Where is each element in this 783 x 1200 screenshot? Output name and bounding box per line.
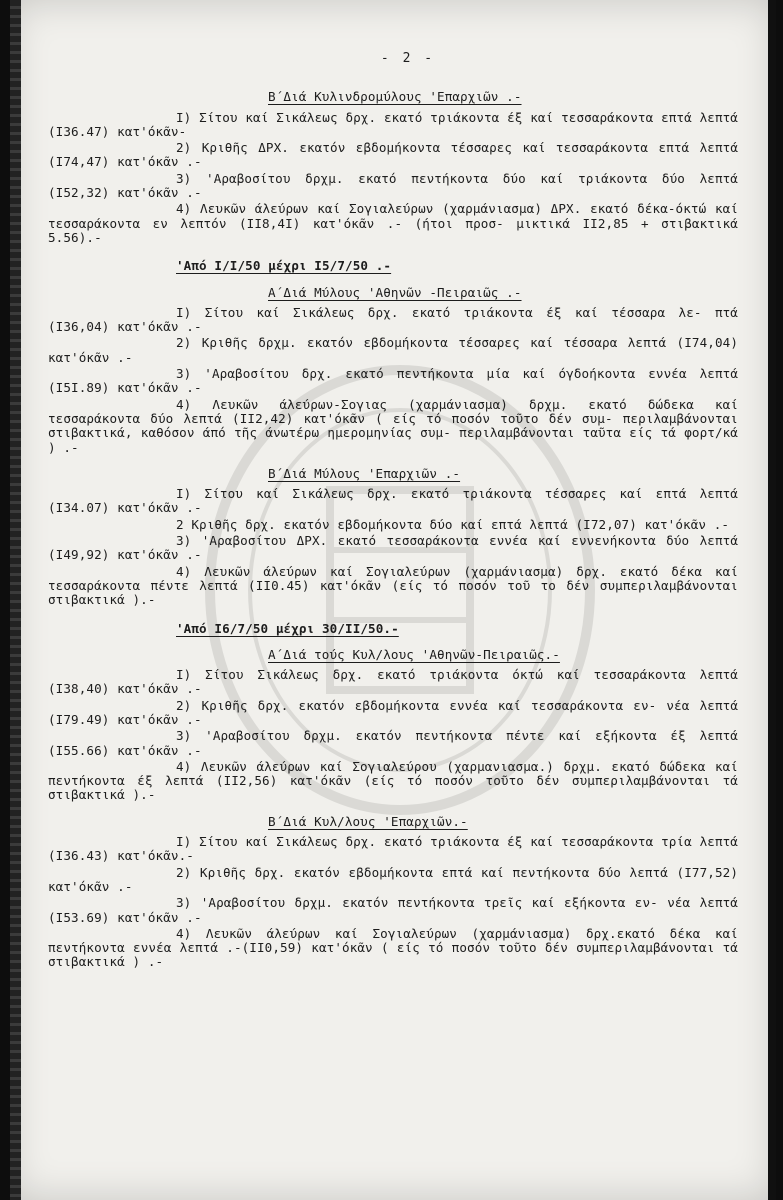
price-item: Ι) Σίτου καί Σικάλεως δρχ. εκατό τριάκοντα έξ καί τεσσαράκοντα τρία λεπτά (Ι36.43) κατ'όκᾶν.- [48,834,738,864]
document-body [48,52,738,972]
price-item: 3) 'Αραβοσίτου ΔΡΧ. εκατό τεσσαράκοντα εννέα καί εννενήκοντα δύο λεπτά (Ι49,92) κατ'όκᾶν .- [48,533,738,563]
price-item: Ι) Σίτου καί Σικάλεως δρχ. εκατό τριάκοντα έξ καί τεσσαράκοντα επτά λεπτά (Ι36.47) κατ'όκᾶν- [48,109,738,139]
price-item: 4) Λευκῶν άλεύρων-Σογιας (χαρμάνιασμα) δρχμ. εκατό δώδεκα καί τεσσαράκοντα δύο λεπτά (ΙΙ2,42) κατ'όκᾶν ( είς τό ποσόν τοῦτο δέν συμ- περιλαμβάνονται στιβακτικά, καθόσον άπό τῆς άνωτέρω ημερομηνίας συμ- περιλαμβάνονται ταῦτα είς τά φορτ/κά ) .- [48,396,738,455]
price-item: Ι) Σίτου καί Σικάλεως δρχ. εκατό τριάκοντα τέσσαρες καί επτά λεπτά (Ι34.07) κατ'όκᾶν .- [48,486,738,516]
section-heading: Α΄Διά Μύλους 'Αθηνῶν -Πειραιῶς .- [268,284,522,300]
price-item: 2 Κριθῆς δρχ. εκατόν εβδομήκοντα δύο καί επτά λεπτά (Ι72,07) κατ'όκᾶν .- [176,516,730,532]
price-item: 4) Λευκῶν άλεύρων καί Σογιαλεύρων (χαρμάνιασμα) δρχ.εκατό δέκα καί πεντήκοντα εννέα λεπτά .-(ΙΙ0,59) κατ'όκᾶν ( είς τό ποσόν τοῦτο δέν συμπεριλαμβάνονται τά στιβακτικά ) .- [48,925,738,970]
price-item: 4) Λευκῶν άλεύρων καί Σογιαλεύρου (χαρμανιασμα.) δρχμ. εκατό δώδεκα καί πεντήκοντα έξ λεπτά (ΙΙ2,56) κατ'όκᾶν (είς τό ποσόν τοῦτο δέν συμπεριλαμβάνονται τά στιβακτικά ).- [48,758,738,803]
section-heading: Β΄Διά Μύλους 'Επαρχιῶν .- [268,465,461,481]
period-heading: 'Από Ι6/7/50 μέχρι 30/ΙΙ/50.- [176,620,399,636]
price-item: 2) Κριθῆς δρχμ. εκατόν εβδομήκοντα τέσσαρες καί τέσσαρα λεπτά (Ι74,04) κατ'όκᾶν .- [48,335,738,365]
price-item: 3) 'Αραβοσίτου δρχμ. εκατόν πεντήκοντα τρεῖς καί εξήκοντα εν- νέα λεπτά (Ι53.69) κατ'όκᾶν .- [48,895,738,925]
price-item: 3) 'Αραβοσίτου δρχ. εκατό πεντήκοντα μία καί όγδοήκοντα εννέα λεπτά (Ι5Ι.89) κατ'όκᾶν .- [48,366,738,396]
price-item: Ι) Σίτου Σικάλεως δρχ. εκατό τριάκοντα όκτώ καί τεσσαράκοντα λεπτά (Ι38,40) κατ'όκᾶν .- [48,667,738,697]
section-heading: Α΄Διά τούς Κυλ/λους 'Αθηνῶν-Πειραιῶς.- [268,646,560,662]
price-item: 2) Κριθῆς δρχ. εκατόν εβδομήκοντα επτά καί πεντήκοντα δύο λεπτά (Ι77,52) κατ'όκᾶν .- [48,864,738,894]
binding-edge [10,0,21,1200]
section-heading: Β΄Διά Κυλ/λους 'Επαρχιῶν.- [268,813,468,829]
price-item: 4) Λευκῶν άλεύρων καί Σογιαλεύρων (χαρμάνιασμα) δρχ. εκατό δέκα καί τεσσαράκοντα πέντε λεπτά (ΙΙ0.45) κατ'όκᾶν (είς τό ποσόν τοῦ το δέν συμπεριλαμβάνονται στιβακτικά ).- [48,563,738,608]
period-heading: 'Από Ι/Ι/50 μέχρι Ι5/7/50 .- [176,258,392,274]
page-number: - 2 - [380,51,436,66]
document-page [10,0,776,1200]
price-item: 2) Κριθῆς ΔΡΧ. εκατόν εβδομήκοντα τέσσαρες καί τεσσαράκοντα επτά λεπτά (Ι74,47) κατ'όκᾶν .- [48,140,738,170]
section-heading: Β΄Διά Κυλινδρομύλους 'Επαρχιῶν .- [268,89,522,105]
price-item: 3) 'Αραβοσίτου δρχμ. εκατόν πεντήκοντα πέντε καί εξήκοντα έξ λεπτά (Ι55.66) κατ'όκᾶν .- [48,728,738,758]
price-item: 3) 'Αραβοσίτου δρχμ. εκατό πεντήκοντα δύο καί τριάκοντα δύο λεπτά (Ι52,32) κατ'όκᾶν .- [48,170,738,201]
price-item: 4) Λευκῶν άλεύρων καί Σογιαλεύρων (χαρμάνιασμα) ΔΡΧ. εκατό δέκα-όκτώ καί τεσσαράκοντα εν λεπτόν (ΙΙ8,4Ι) κατ'όκᾶν .- (ήτοι προσ- μικτικά ΙΙ2,85 + στιβακτικά 5.56).- [48,201,738,245]
right-edge [768,0,776,1200]
price-item: 2) Κριθῆς δρχ. εκατόν εβδομήκοντα εννέα καί τεσσαράκοντα εν- νέα λεπτά (Ι79.49) κατ'όκᾶν .- [48,697,738,727]
price-item: Ι) Σίτου καί Σικάλεως δρχ. εκατό τριάκοντα έξ καί τέσσαρα λε- πτά (Ι36,04) κατ'όκᾶν .- [48,304,738,335]
